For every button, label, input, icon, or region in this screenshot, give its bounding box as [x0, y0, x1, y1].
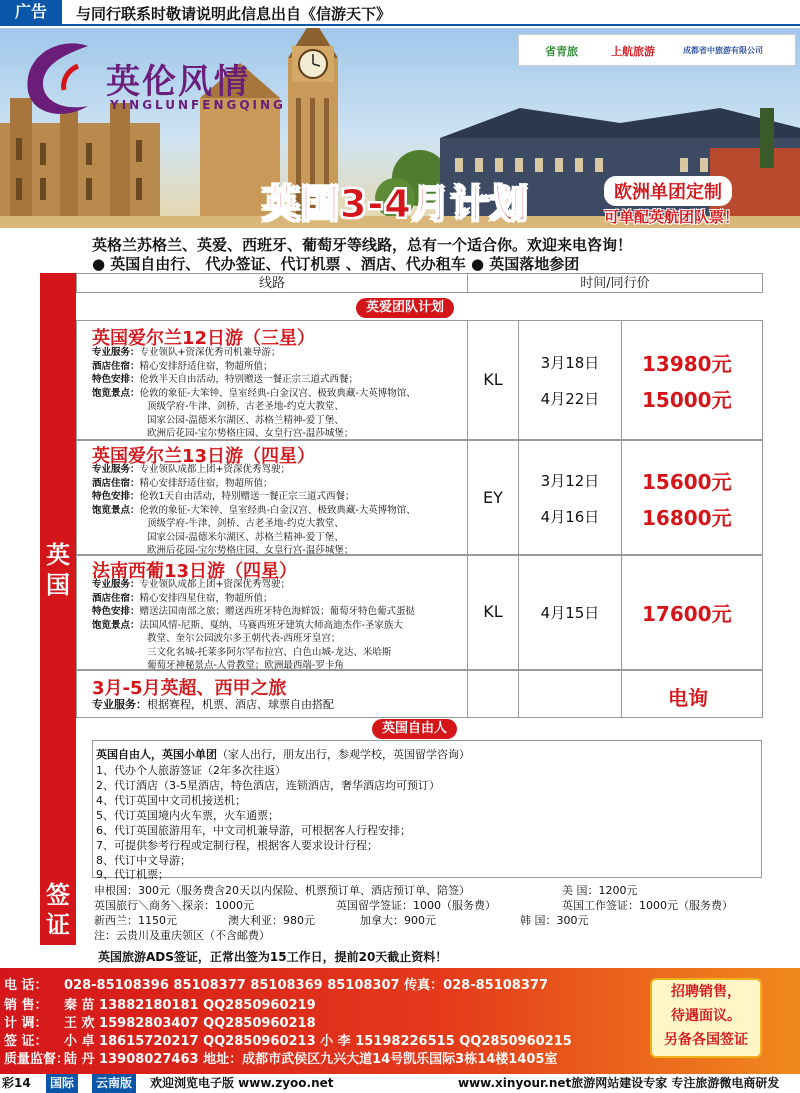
contact-planning: 计 调： 王 欢 15982803407 QQ2850960218: [4, 1016, 316, 1031]
tour-title: 法南西葡13日游（四星）: [92, 561, 298, 582]
footer-website-right: www.xinyour.net旅游网站建设专家 专注旅游微电商研发: [458, 1076, 780, 1090]
departure-date: 3月12日: [540, 472, 600, 490]
visa-price: 加拿大：900元: [360, 914, 436, 927]
hero-subtitle-tickets: 可单配英航团队票！: [604, 208, 740, 226]
recruit-box: 招聘销售， 待遇面议。 另备各国签证: [650, 978, 762, 1058]
free-item: 1、代办个人旅游签证（2年多次往返）: [96, 764, 286, 777]
partner-logos: [518, 34, 796, 66]
edition-tag: 云南版: [92, 1074, 136, 1093]
tour-price: 15000元: [642, 388, 732, 412]
airline-code: KL: [483, 370, 503, 389]
tour-title: 英国爱尔兰13日游（四星）: [92, 446, 316, 467]
free-item: 5、代订英国境内火车票，火车通票；: [96, 809, 279, 822]
section-pill-group: 英爱团队计划: [356, 298, 454, 318]
free-item: 4、代订英国中文司机接送机；: [96, 794, 246, 807]
partner-logo: 上航旅游: [611, 45, 655, 58]
tour-details: 专业服务：专业领队+资深优秀司机兼导游； 酒店住宿：精心安排舒适住宿，物超所值； 特色安排：伦敦半天自由活动，特别赠送一餐正宗三道式西餐； 饱览景点：伦敦的象征-大笨钟、皇室经典-白金汉宫、极致典藏-大英博物馆、 顶级学府-牛津、剑桥、古老圣地-约克大教堂、 国家公园-温德米尔湖区、苏格兰精神-爱丁堡、 欧洲后花园-宝尔势格庄园、女皇行宫-温莎城堡；: [92, 347, 416, 439]
airline-code: EY: [483, 488, 503, 507]
departure-date: 3月18日: [540, 354, 600, 372]
tour-price: 15600元: [642, 470, 732, 494]
visa-price: 英国留学签证：1000（服务费）: [336, 899, 496, 912]
free-heading: 英国自由人，英国小单团（家人出行，朋友出行，参观学校，英国留学咨询）: [96, 748, 470, 761]
hero-title: 英国3-4月计划: [262, 182, 529, 226]
visa-price: 美 国：1200元: [562, 884, 638, 897]
brand-name: 英伦风情: [106, 62, 250, 102]
tour-title: 英国爱尔兰12日游（三星）: [92, 328, 316, 349]
brand-pinyin: YINGLUNFENGQING: [110, 98, 286, 112]
departure-date: 4月22日: [540, 390, 600, 408]
visa-price: 澳大利亚：980元: [228, 914, 315, 927]
services-text: ● 英国自由行、 代办签证、代订机票 、酒店、代办租车 ● 英国落地参团: [92, 255, 580, 273]
airline-code: KL: [483, 602, 503, 621]
contact-sales: 销 售： 秦 苗 13882180181 QQ2850960219: [4, 998, 316, 1013]
section-tag: 国际: [46, 1074, 78, 1093]
footer-website-left: 欢迎浏览电子版 www.zyoo.net: [150, 1076, 334, 1090]
departure-date: 4月15日: [540, 604, 600, 622]
ads-visa-note: 英国旅游ADS签证，正常出签为15工作日，提前20天截止资料！: [98, 950, 448, 964]
free-item: 7、可提供参考行程或定制行程，根据客人要求设计行程；: [96, 839, 378, 852]
hero-banner: [0, 28, 800, 228]
tour-price: 17600元: [642, 602, 732, 626]
visa-price: 新西兰：1150元: [94, 914, 177, 927]
special-tour-details: 专业服务：根据赛程，机票、酒店、球票自由搭配: [92, 698, 334, 711]
section-pill-free: 英国自由人: [372, 719, 457, 739]
tour-details: 专业服务：专业领队成都上团+资深优秀驾驶； 酒店住宿：精心安排舒适住宿，物超所值； 特色安排：伦敦1天自由活动，特别赠送一餐正宗三道式西餐； 饱览景点：伦敦的象征-大笨钟、皇室经典-白金汉宫、极致典藏-大英博物馆、 顶级学府-牛津、剑桥、古老圣地-约克大教堂、 国家公园-温德米尔湖区、苏格兰精神-爱丁堡、 欧洲后花园-宝尔势格庄园、女皇行宫-温莎城堡；: [92, 464, 416, 556]
brand-swoosh-icon: [18, 36, 108, 126]
column-header-route: 线路: [76, 273, 468, 293]
visa-note: 注：云贵川及重庆领区（不含邮费）: [94, 929, 270, 942]
free-item: 9、代订机票；: [96, 868, 169, 881]
partner-logo: 省青旅: [545, 45, 578, 58]
source-notice: 与同行联系时敬请说明此信息出自《信游天下》: [76, 5, 392, 23]
contact-phone: 电 话： 028-85108396 85108377 85108369 85108307 传真：028-85108377: [4, 978, 548, 993]
visa-price: 英国旅行＼商务＼探亲：1000元: [94, 899, 254, 912]
free-item: 2、代订酒店（3-5星酒店，特色酒店，连锁酒店，奢华酒店均可预订）: [96, 779, 440, 792]
partner-logo: 成都省中旅游有限公司: [683, 46, 763, 55]
page-number: 彩14: [2, 1076, 31, 1090]
hero-subtitle-custom: 欧洲单团定制: [604, 176, 732, 206]
contact-visa: 签 证： 小 卓 18615720217 QQ2850960213 小 李 15198226515 QQ2850960215: [4, 1034, 572, 1049]
departure-date: 4月16日: [540, 508, 600, 526]
contact-quality: 质量监督：陆 丹 13908027463 地址：成都市武侯区九兴大道14号凯乐国际3栋14楼1405室: [4, 1052, 558, 1067]
ad-bar: [0, 0, 800, 26]
free-item: 8、代订中文导游；: [96, 854, 191, 867]
ad-tag: 广告: [0, 0, 62, 24]
special-tour-price: 电询: [668, 686, 708, 710]
tour-price: 13980元: [642, 352, 732, 376]
side-label-visa: 签证: [46, 881, 70, 939]
special-tour-title: 3月-5月英超、西甲之旅: [92, 678, 287, 699]
intro-text: 英格兰苏格兰、英爱、西班牙、葡萄牙等线路，总有一个适合你。欢迎来电咨询！: [92, 236, 633, 254]
page-footer: [0, 1074, 800, 1093]
visa-price: 申根国：300元（服务费含20天以内保险、机票预订单、酒店预订单、陪签）: [94, 884, 470, 897]
tour-details: 专业服务：专业领队成都上团+资深优秀驾驶； 酒店住宿：精心安排四星住宿，物超所值； 特色安排：赠送法国南部之旅；赠送西班牙特色海鲜饭；葡萄牙特色葡式蛋挞 饱览景点：法国风情-尼斯、戛纳、马赛西班牙建筑大师高迪杰作-圣家族大 教堂、奎尔公园波尔多王朝代表-西班牙皇宫； 三文化名城-托莱多阿尔罕布拉宫、白色山城-龙达、米哈斯 葡萄牙神秘景点-人骨教堂；欧洲最西端-罗卡角: [92, 579, 416, 671]
brand-logo: [18, 36, 286, 126]
tour-price: 16800元: [642, 506, 732, 530]
visa-price: 英国工作签证：1000元（服务费）: [562, 899, 733, 912]
column-header-time-price: 时间/同行价: [467, 273, 763, 293]
side-column: [40, 273, 76, 945]
free-item: 6、代订英国旅游用车，中文司机兼导游，可根据客人行程安排；: [96, 824, 411, 837]
side-label-uk: 英国: [46, 541, 70, 599]
visa-price: 韩 国：300元: [520, 914, 589, 927]
